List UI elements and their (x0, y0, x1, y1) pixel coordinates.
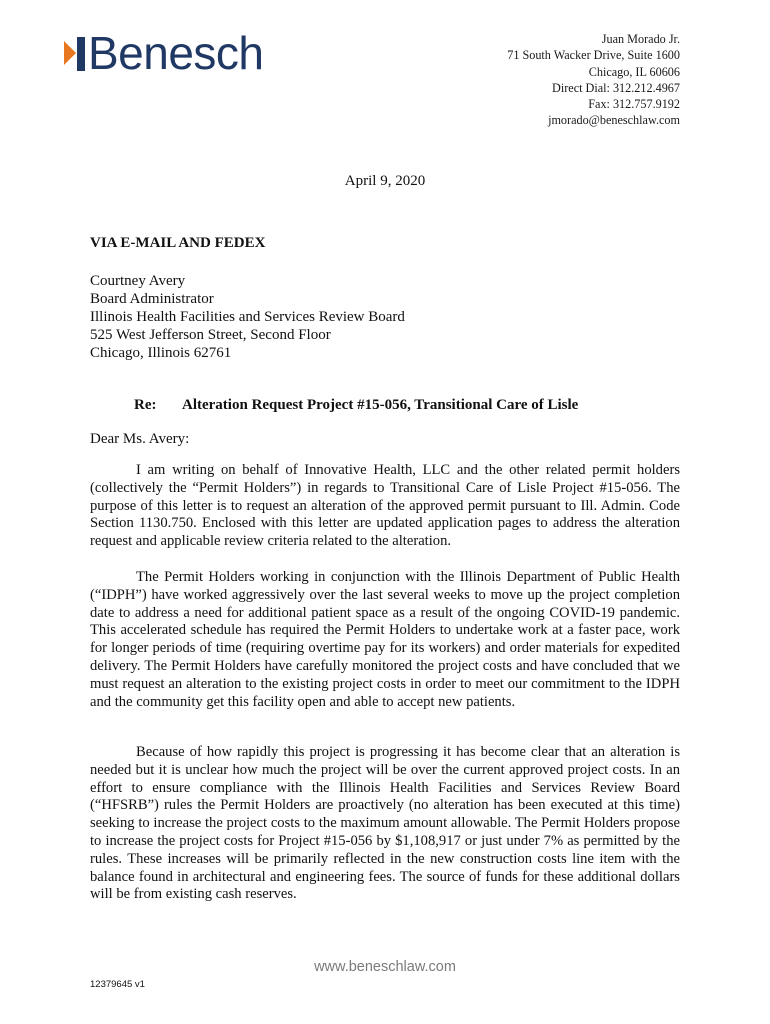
footer-website: www.beneschlaw.com (314, 959, 456, 975)
sender-fax: Fax: 312.757.9192 (588, 97, 680, 112)
body-paragraph-2: The Permit Holders working in conjunction with the Illinois Department of Public Health (“IDPH”) have worked aggressively over the last several weeks to move up the project completion date to address a need for additional patient space as a result of the ongoing COVID-19 pandemic. This accelerated schedule has required the Permit Holders to undertake work at a faster pace, work for longer periods of time (requiring overtime pay for its workers) and order materials for expedited delivery. The Permit Holders have carefully monitored the project costs and have concluded that we must request an alteration to the existing project costs in order to meet our commitment to the IDPH and the community get this facility open and able to accept new patients. (90, 569, 680, 710)
sender-direct-dial: Direct Dial: 312.212.4967 (552, 80, 680, 95)
sender-address-line1: 71 South Wacker Drive, Suite 1600 (507, 48, 680, 63)
document-number: 12379645 v1 (90, 979, 145, 990)
addressee-street: 525 West Jefferson Street, Second Floor (90, 327, 331, 343)
addressee-name: Courtney Avery (90, 273, 186, 289)
company-logo (62, 27, 264, 79)
subject-line (134, 397, 578, 414)
logo-wordmark: Benesch (88, 27, 264, 79)
letter-date: April 9, 2020 (344, 173, 426, 189)
sender-name: Juan Morado Jr. (601, 32, 680, 46)
delivery-method: VIA E-MAIL AND FEDEX (90, 235, 266, 251)
addressee-block (90, 272, 405, 362)
addressee-title: Board Administrator (90, 291, 214, 307)
body-paragraph-1: I am writing on behalf of Innovative Health, LLC and the other related permit holders (collectively the “Permit Holders”) in regards to Transitional Care of Lisle Project #15-056. The purpose of this letter is to request an alteration of the approved permit pursuant to Ill. Admin. Code Section 1130.750. Enclosed with this letter are updated application pages to address the alteration request and applicable review criteria related to the alteration. (90, 462, 680, 550)
subject-label: Re: (134, 397, 157, 413)
logo-mark-icon (62, 33, 86, 73)
salutation: Dear Ms. Avery: (90, 431, 190, 447)
subject-text: Alteration Request Project #15-056, Transitional Care of Lisle (182, 397, 579, 413)
sender-email: jmorado@beneschlaw.com (548, 113, 680, 128)
sender-block (507, 31, 680, 129)
body-paragraph-3: Because of how rapidly this project is progressing it has become clear that an alteration is needed but it is unclear how much the project will be over the current approved project costs. In an effort to ensure compliance with the Illinois Health Facilities and Services Review Board (“HFSRB”) rules the Permit Holders are proactively (no alteration has been executed at this time) seeking to increase the project costs to the maximum amount allowable. The Permit Holders propose to increase the project costs for Project #15-056 by $1,108,917 or just under 7% as permitted by the rules. These increases will be primarily reflected in the new construction costs line item with the balance found in architectural and engineering fees. The source of funds for these additional dollars will be from existing cash reserves. (90, 744, 680, 903)
addressee-organization: Illinois Health Facilities and Services Review Board (90, 309, 405, 325)
sender-address-line2: Chicago, IL 60606 (588, 64, 680, 79)
addressee-city: Chicago, Illinois 62761 (90, 345, 232, 361)
